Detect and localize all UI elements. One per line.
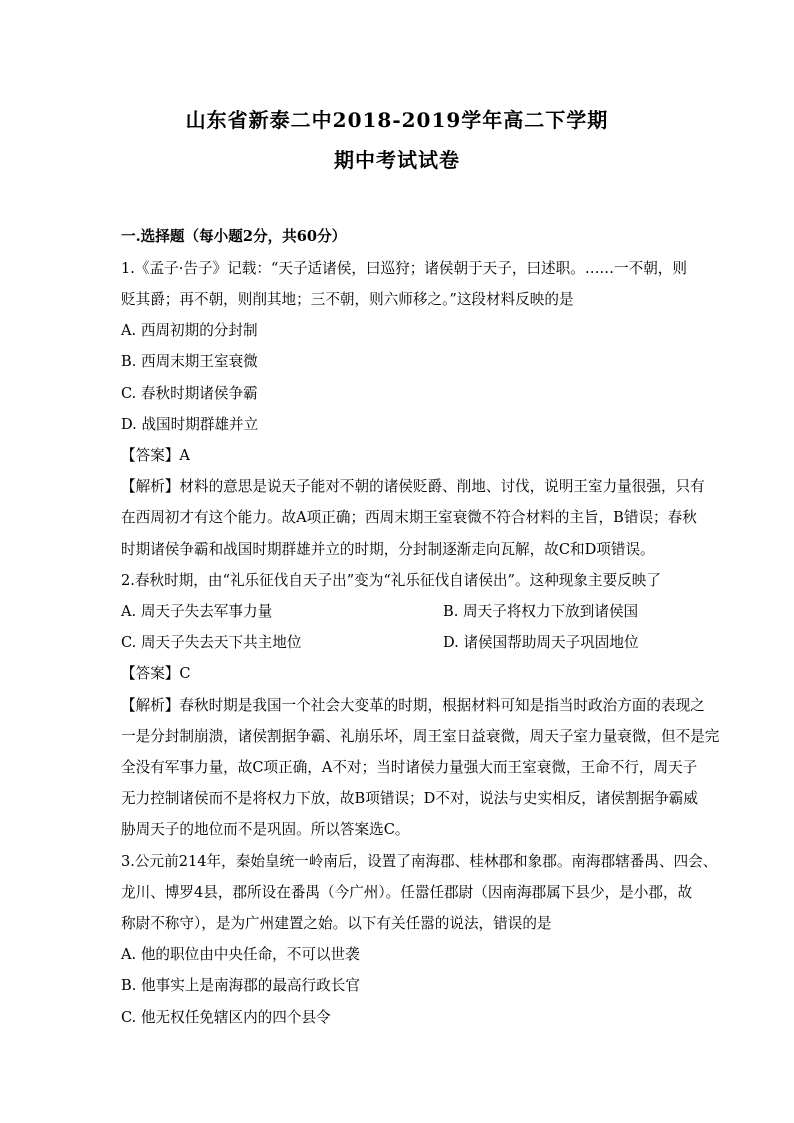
q1-analysis-line: 时期诸侯争霸和战国时期群雄并立的时期，分封制逐渐走向瓦解，故C和D项错误。: [121, 541, 655, 558]
q3-option-a: A. 他的职位由中央任命，不可以世袭: [121, 946, 360, 963]
section-heading: 一.选择题（每小题2分，共60分）: [121, 228, 347, 245]
q2-option-d: D. 诸侯国帮助周天子巩固地位: [443, 634, 639, 651]
q3-stem-line: 3.公元前214年，秦始皇统一岭南后，设置了南海郡、桂林郡和象郡。南海郡辖番禺、四会、: [121, 853, 718, 870]
q3-option-c: C. 他无权任免辖区内的四个县令: [121, 1009, 331, 1026]
q3-stem-line: 称尉不称守），是为广州建置之始。以下有关任嚣的说法，错误的是: [121, 915, 552, 932]
q2-analysis-line: 【解析】春秋时期是我国一个社会大变革的时期，根据材料可知是指当时政治方面的表现之: [121, 697, 705, 714]
q1-analysis-line: 在西周初才有这个能力。故A项正确；西周末期王室衰微不符合材料的主旨，B错误；春秋: [121, 509, 697, 526]
q1-analysis-line: 【解析】材料的意思是说天子能对不朝的诸侯贬爵、削地、讨伐，说明王室力量很强，只有: [121, 478, 705, 495]
q1-answer: 【答案】A: [121, 447, 190, 464]
q2-analysis-line: 胁周天子的地位而不是巩固。所以答案选C。: [121, 821, 410, 838]
q1-option-b: B. 西周末期王室衰微: [121, 353, 258, 370]
q2-answer: 【答案】C: [121, 665, 191, 682]
q2-option-a: A. 周天子失去军事力量: [121, 603, 273, 620]
q2-option-c: C. 周天子失去天下共主地位: [121, 634, 302, 651]
q2-analysis-line: 全没有军事力量，故C项正确，A不对；当时诸侯力量强大而王室衰微，王命不行，周天子: [121, 759, 698, 776]
q3-stem-line: 龙川、博罗4县，郡所设在番禺（今广州）。任嚣任郡尉（因南海郡属下县少，是小郡，故: [121, 884, 693, 901]
exam-title: 山东省新泰二中2018-2019学年高二下学期: [185, 108, 609, 132]
q2-analysis-line: 一是分封制崩溃，诸侯割据争霸、礼崩乐坏，周王室日益衰微，周天子室力量衰微，但不是完: [121, 728, 720, 745]
q2-analysis-line: 无力控制诸侯而不是将权力下放，故B项错误；D不对，说法与史实相反，诸侯割据争霸威: [121, 790, 698, 807]
q1-stem-line: 1.《孟子·告子》记载：“天子适诸侯，曰巡狩；诸侯朝于天子，曰述职。……一不朝，则: [121, 260, 687, 277]
q1-option-d: D. 战国时期群雄并立: [121, 416, 259, 433]
q1-option-a: A. 西周初期的分封制: [121, 322, 258, 339]
q2-option-b: B. 周天子将权力下放到诸侯国: [443, 603, 639, 620]
q2-stem-line: 2.春秋时期，由“礼乐征伐自天子出”变为“礼乐征伐自诸侯出”。这种现象主要反映了: [121, 572, 661, 589]
exam-subtitle: 期中考试试卷: [334, 148, 460, 172]
q1-stem-line: 贬其爵；再不朝，则削其地；三不朝，则六师移之。”这段材料反映的是: [121, 291, 574, 308]
q3-option-b: B. 他事实上是南海郡的最高行政长官: [121, 977, 360, 994]
q1-option-c: C. 春秋时期诸侯争霸: [121, 385, 258, 402]
